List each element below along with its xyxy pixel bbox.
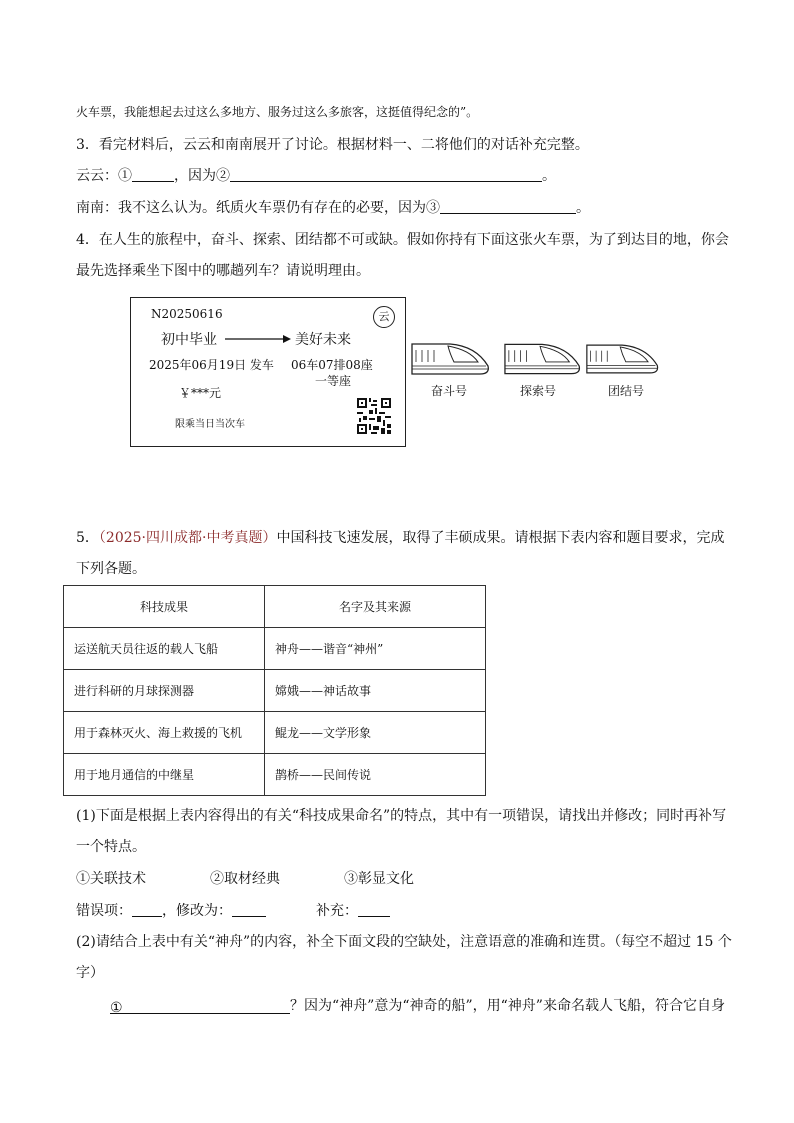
ticket-note: 限乘当日当次车 [175,419,245,430]
ticket-seat: 06车07排08座 [291,358,373,372]
fix-blank[interactable] [232,902,266,917]
table-header-row [64,586,486,628]
q3-yunyun [76,167,556,185]
table-header: 科技成果 [64,586,265,628]
tech-table [63,585,486,796]
q5-line2: 下列各题。 [76,561,146,577]
q4-line2: 最先选择乘坐下图中的哪趟列车？请说明理由。 [76,263,370,279]
sub1-line1: (1)下面是根据上表内容得出的有关“科技成果命名”的特点，其中有一项错误，请找出并修改；同时再补写 [76,808,727,824]
table-cell: 鲲龙——文学形象 [265,712,486,754]
option-1: ①关联技术 [76,871,146,887]
blank-2[interactable] [230,167,542,182]
train-label-tuanjie: 团结号 [608,384,645,398]
train-icon[interactable] [585,340,661,378]
table-row [64,628,486,670]
train-ticket [130,297,406,447]
sub2-line2: 字） [76,965,104,981]
table-header: 名字及其来源 [265,586,486,628]
ticket-from: 初中毕业 [161,332,217,348]
table-cell: 鹊桥——民间传说 [265,754,486,796]
sub2-line1: (2)请结合上表中有关“神舟”的内容，补全下面文段的空缺处，注意语意的准确和连贯。（每空不超过 15 个 [76,934,732,950]
ticket-class: 一等座 [315,374,352,388]
error-label: 错误项： [76,903,132,919]
q3-prompt: 3．看完材料后，云云和南南展开了讨论。根据材料一、二将他们的对话补充完整。 [76,137,589,153]
train-label-fendou: 奋斗号 [431,384,468,398]
yunyun-end: 。 [542,168,556,184]
error-blank[interactable] [132,902,162,917]
ticket-stamp: 云 [373,306,395,328]
option-3: ③彰显文化 [344,871,414,887]
table-cell: 嫦娥——神话故事 [265,670,486,712]
ticket-to: 美好未来 [295,332,351,348]
table-row [64,754,486,796]
train-icon[interactable] [410,340,492,378]
train-label-tansuo: 探索号 [520,384,557,398]
table-row [64,670,486,712]
q4-line1: 4．在人生的旅程中，奋斗、探索、团结都不可或缺。假如你持有下面这张火车票，为了到达目的地，你会 [76,232,729,248]
add-blank[interactable] [358,902,390,917]
q5-source: （2025·四川成都·中考真题） [98,530,277,546]
table-cell: 进行科研的月球探测器 [64,670,265,712]
q3-nannan [76,199,590,217]
add-label: 补充： [316,903,358,919]
train-icon[interactable] [503,340,583,378]
q5-line1 [76,529,724,547]
table-cell: 用于地月通信的中继星 [64,754,265,796]
sub2-fill [110,997,725,1015]
ticket-price: ￥***元 [179,386,222,400]
sub1-answer [76,902,390,920]
q5-text: 中国科技飞速发展，取得了丰硕成果。请根据下表内容和题目要求，完成 [276,530,725,546]
top-line: 火车票，我能想起去过这么多地方、服务过这么多旅客，这挺值得纪念的”。 [76,105,479,119]
blank-number: ① [110,1000,123,1016]
ticket-number: N20250616 [151,307,223,321]
sub2-after: ？因为“神舟”意为“神奇的船”，用“神舟”来命名载人飞船，符合它自身 [290,998,725,1014]
yunyun-mid: ，因为② [174,168,230,184]
sub1-line2: 一个特点。 [76,839,146,855]
table-cell: 神舟——谐音“神州” [265,628,486,670]
table-row [64,712,486,754]
yunyun-prefix: 云云：① [76,168,132,184]
table-cell: 用于森林灭火、海上救援的飞机 [64,712,265,754]
option-2: ②取材经典 [210,871,280,887]
qr-code-icon [357,398,391,434]
ticket-date: 2025年06月19日 发车 [149,358,274,372]
nannan-prefix: 南南：我不这么认为。纸质火车票仍有存在的必要，因为③ [76,200,440,216]
blank-3[interactable] [440,199,576,214]
fix-label: ，修改为： [162,903,232,919]
sub1-options [76,870,414,888]
blank-1[interactable] [132,167,174,182]
nannan-end: 。 [576,200,590,216]
q5-number: 5． [76,530,99,546]
arrow-right-icon [225,334,291,344]
fill-blank-1[interactable] [110,999,290,1014]
table-cell: 运送航天员往返的载人飞船 [64,628,265,670]
